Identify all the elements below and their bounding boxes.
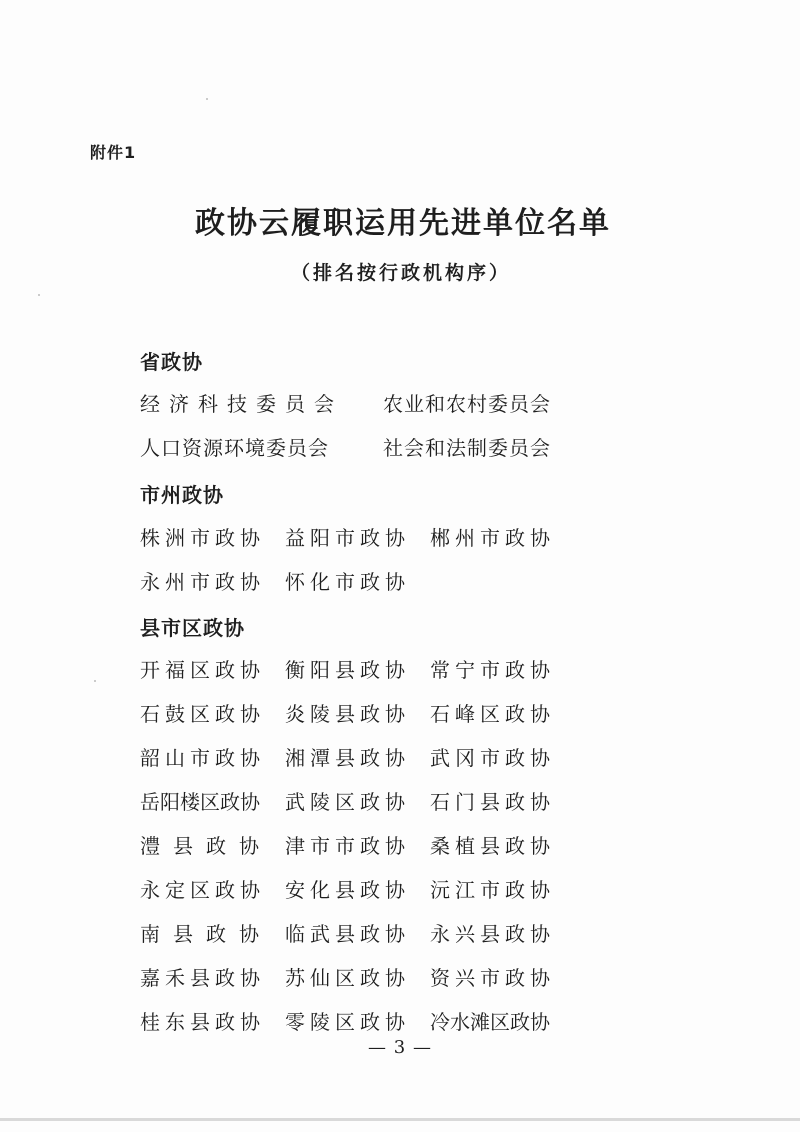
unit-name: 资兴市政协: [430, 966, 555, 990]
section-heading-city: 市州政协: [140, 483, 224, 507]
unit-name: 怀化市政协: [285, 570, 410, 594]
unit-name: 石峰区政协: [430, 702, 555, 726]
unit-name: 湘潭县政协: [285, 746, 410, 770]
scan-speck: [206, 98, 208, 100]
unit-name: 武冈市政协: [430, 746, 555, 770]
unit-name: 桂东县政协: [140, 1010, 265, 1034]
document-title: 政协云履职运用先进单位名单: [195, 206, 611, 241]
section-heading-county: 县市区政协: [140, 616, 245, 640]
unit-name: 石门县政协: [430, 790, 555, 814]
document-subtitle: （排名按行政机构序）: [290, 262, 511, 284]
unit-name: 冷水滩区政协: [430, 1010, 550, 1034]
section-heading-provincial: 省政协: [140, 350, 203, 374]
unit-name: 零陵区政协: [285, 1010, 410, 1034]
unit-name: 永兴县政协: [430, 922, 555, 946]
unit-name: 开福区政协: [140, 658, 265, 682]
unit-name: 社会和法制委员会: [383, 436, 551, 460]
unit-name: 韶山市政协: [140, 746, 265, 770]
unit-name: 经济科技委员会: [140, 392, 343, 416]
unit-name: 澧县政协: [140, 834, 272, 858]
unit-name: 益阳市政协: [285, 526, 410, 550]
unit-name: 津市市政协: [285, 834, 410, 858]
unit-name: 人口资源环境委员会: [140, 436, 329, 460]
unit-name: 永州市政协: [140, 570, 265, 594]
unit-name: 郴州市政协: [430, 526, 555, 550]
attachment-label: 附件1: [90, 143, 137, 162]
page-number: — 3 —: [368, 1037, 432, 1058]
unit-name: 嘉禾县政协: [140, 966, 265, 990]
unit-name: 武陵区政协: [285, 790, 410, 814]
unit-name: 农业和农村委员会: [383, 392, 551, 416]
scan-edge-line: [0, 1118, 800, 1121]
unit-name: 石鼓区政协: [140, 702, 265, 726]
unit-name: 永定区政协: [140, 878, 265, 902]
scan-speck: [94, 680, 96, 682]
unit-name: 临武县政协: [285, 922, 410, 946]
unit-name: 安化县政协: [285, 878, 410, 902]
unit-name: 常宁市政协: [430, 658, 555, 682]
unit-name: 苏仙区政协: [285, 966, 410, 990]
unit-name: 衡阳县政协: [285, 658, 410, 682]
unit-name: 炎陵县政协: [285, 702, 410, 726]
unit-name: 株洲市政协: [140, 526, 265, 550]
scan-speck: [38, 294, 40, 296]
unit-name: 岳阳楼区政协: [140, 790, 260, 814]
unit-name: 南县政协: [140, 922, 272, 946]
unit-name: 沅江市政协: [430, 878, 555, 902]
unit-name: 桑植县政协: [430, 834, 555, 858]
